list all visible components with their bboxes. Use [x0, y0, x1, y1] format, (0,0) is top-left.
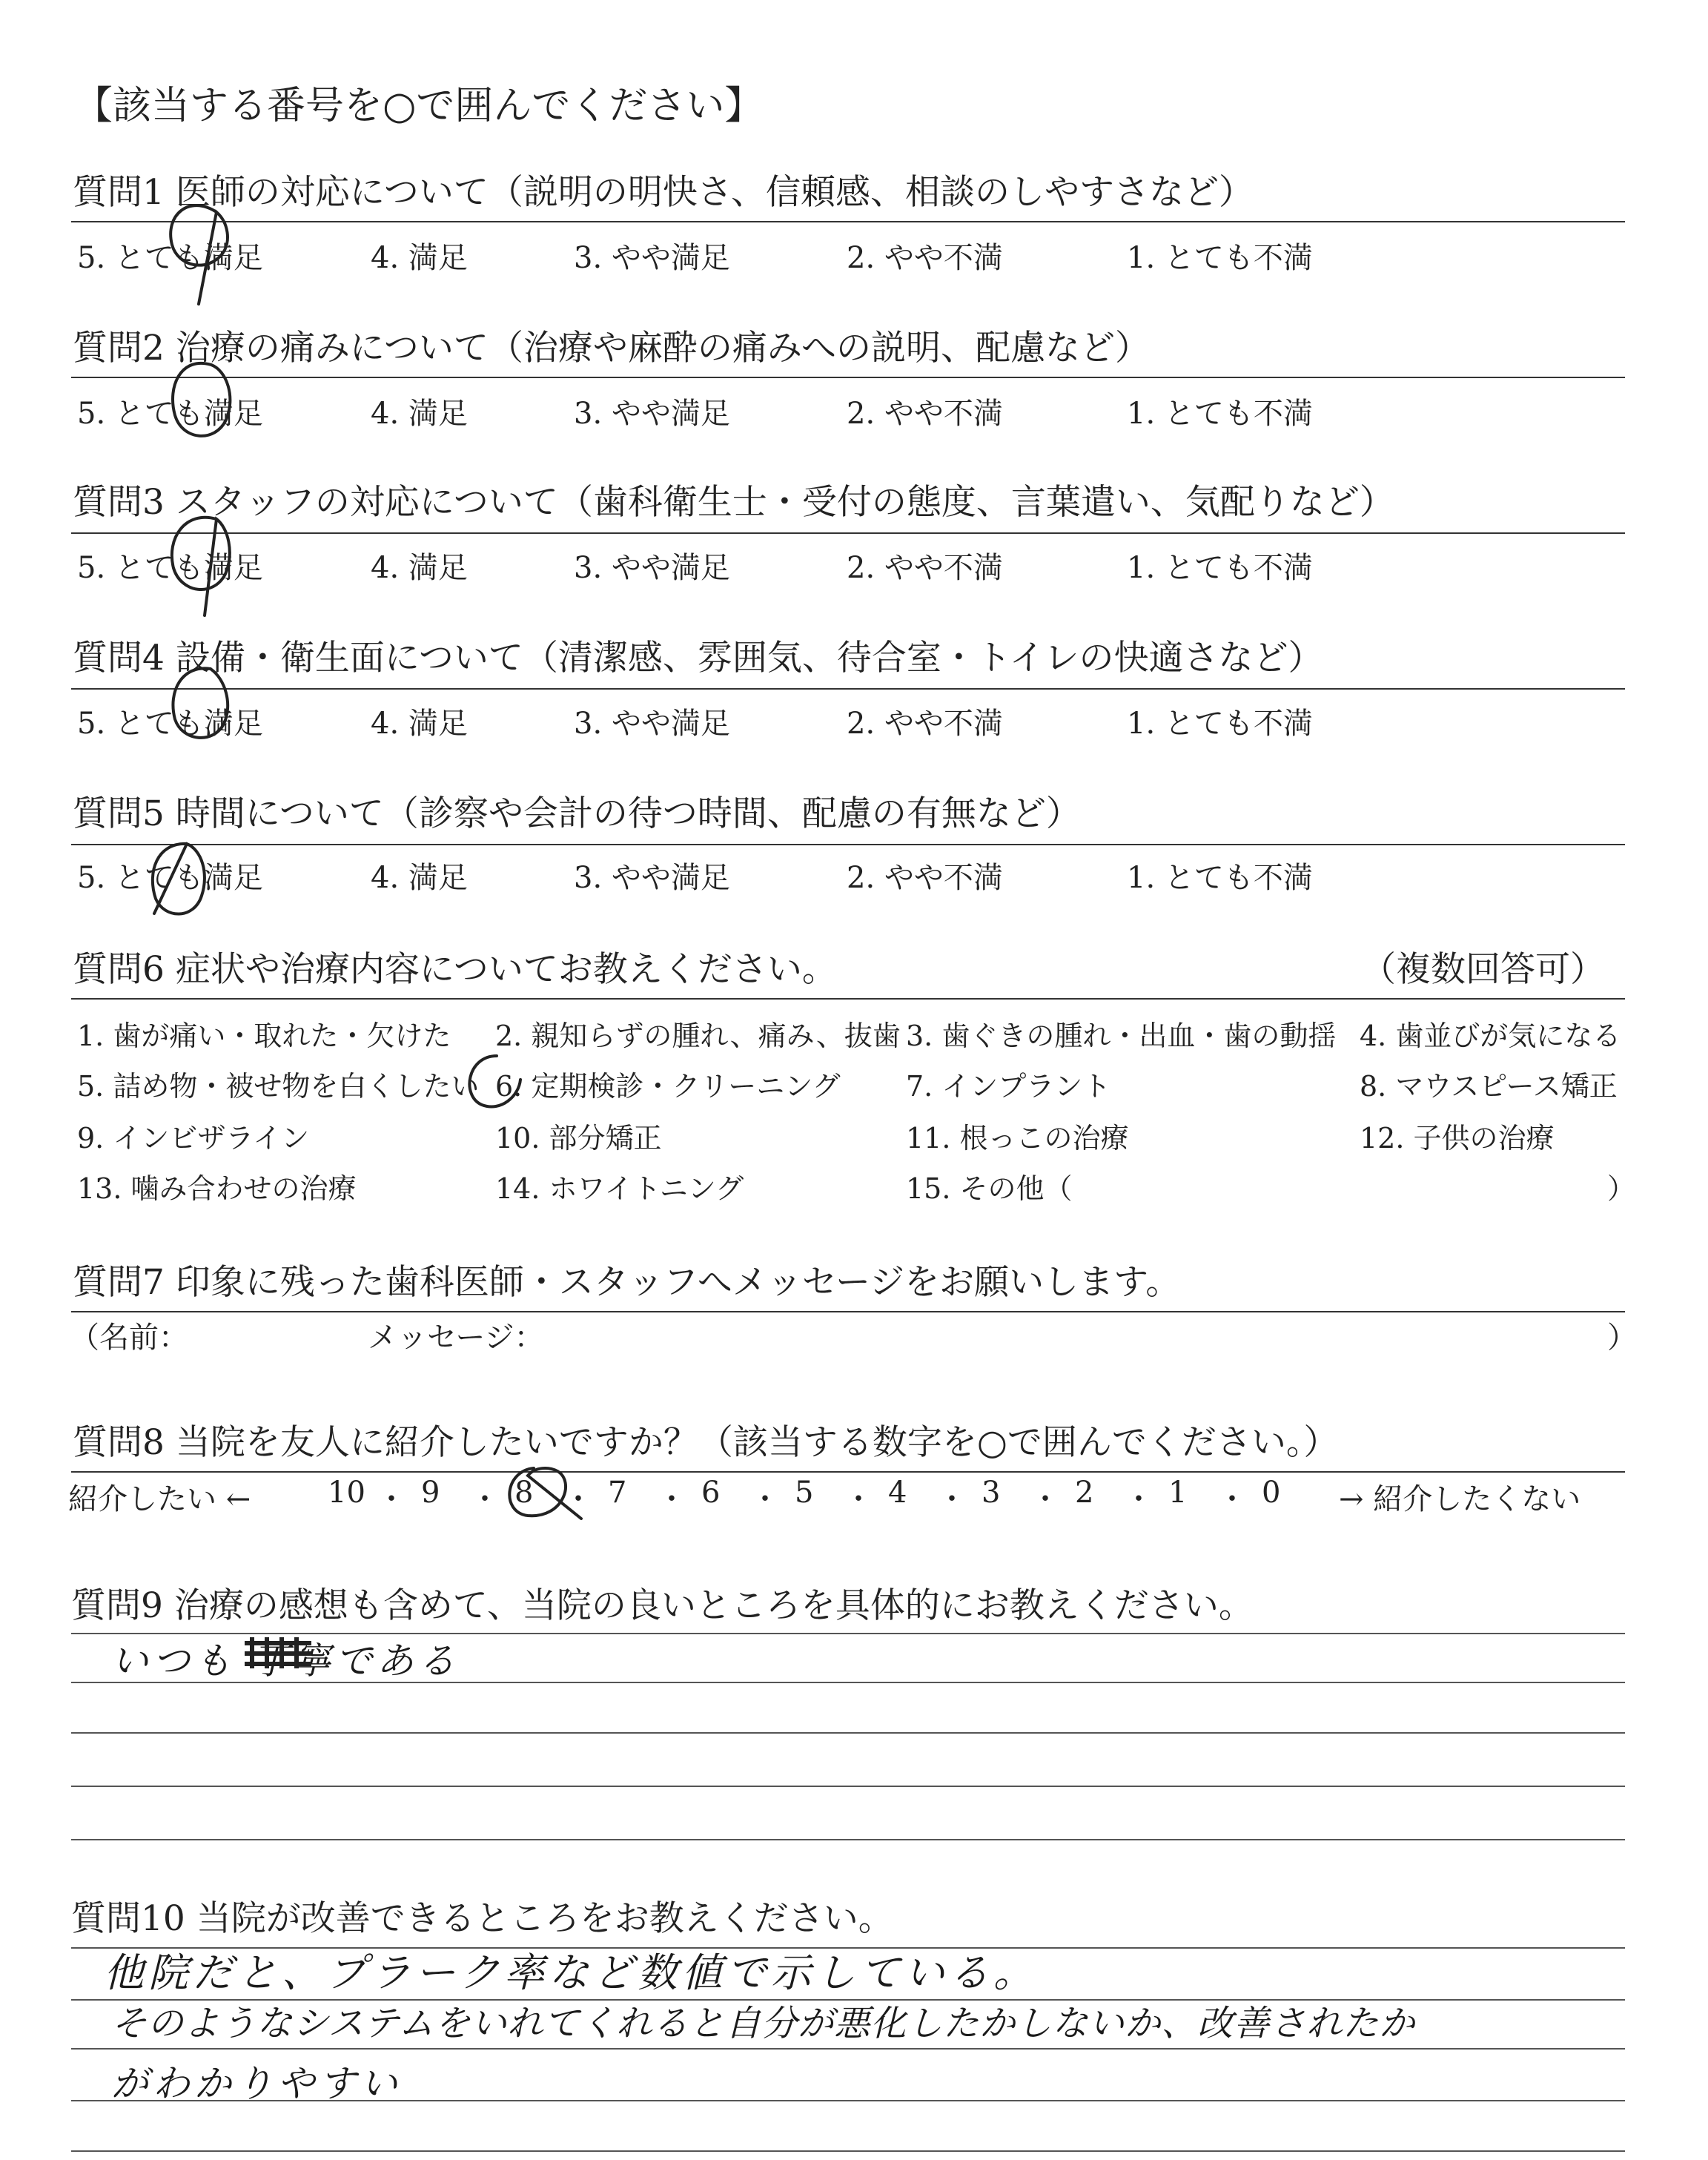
q6-option-2[interactable]: 2. 親知らずの腫れ、痛み、抜歯 [495, 1020, 901, 1052]
q8-scale-0[interactable]: 0 [1262, 1476, 1281, 1510]
q5-option-4[interactable]: 4. 満足 [371, 861, 468, 895]
q5-title: 質問5 時間について（診察や会計の待つ時間、配慮の有無など） [73, 793, 1081, 834]
q7-close-paren: ） [1607, 1321, 1637, 1355]
q3-title: 質問3 スタッフの対応について（歯科衛生士・受付の態度、言葉遣い、気配りなど） [73, 482, 1394, 523]
q6-option-6[interactable]: 6. 定期検診・クリーニング [495, 1070, 841, 1103]
q6-option-7[interactable]: 7. インプラント [906, 1070, 1111, 1103]
q1-option-1[interactable]: 1. とても不満 [1127, 241, 1313, 275]
q9-title: 質問9 治療の感想も含めて、当院の良いところを具体的にお教えください。 [71, 1585, 1254, 1626]
q8-scale-2[interactable]: 2 [1075, 1476, 1094, 1510]
q2-option-2[interactable]: 2. やや不満 [847, 397, 1003, 431]
q4-circle-mark [173, 668, 228, 738]
q6-title: 質問6 症状や治療内容についてお教えください。 [73, 949, 837, 990]
q3-option-3[interactable]: 3. やや満足 [574, 551, 730, 585]
q8-scale-5[interactable]: 5 [795, 1476, 814, 1510]
q6-option-10[interactable]: 10. 部分矯正 [495, 1122, 662, 1155]
q4-option-5[interactable]: 5. とても満足 [77, 707, 263, 741]
q6-option-13[interactable]: 13. 噛み合わせの治療 [77, 1172, 357, 1205]
q3-option-2[interactable]: 2. やや不満 [847, 551, 1003, 585]
q7-message-label: メッセージ： [368, 1321, 544, 1355]
q6-option-12[interactable]: 12. 子供の治療 [1360, 1122, 1555, 1155]
q1-option-3[interactable]: 3. やや満足 [574, 241, 730, 275]
q8-scale-10[interactable]: 10 [328, 1476, 365, 1510]
q8-scale-1[interactable]: 1 [1168, 1476, 1188, 1510]
q6-circle-mark [469, 1056, 520, 1106]
q8-scale-6[interactable]: 6 [701, 1476, 721, 1510]
q6-option-15-close: ） [1607, 1172, 1636, 1205]
q4-option-4[interactable]: 4. 満足 [371, 707, 468, 741]
q8-scale-separator: ・ [1217, 1482, 1247, 1516]
q5-circle-mark [153, 844, 205, 914]
q8-left-label: 紹介したい ← [68, 1482, 251, 1516]
q2-option-5[interactable]: 5. とても満足 [77, 397, 263, 431]
q4-option-2[interactable]: 2. やや不満 [847, 707, 1003, 741]
q2-circle-mark [173, 363, 230, 436]
q1-option-2[interactable]: 2. やや不満 [847, 241, 1003, 275]
q6-multiple-note: （複数回答可） [1361, 949, 1605, 990]
q8-scale-separator: ・ [377, 1482, 406, 1516]
q2-title: 質問2 治療の痛みについて（治療や麻酔の痛みへの説明、配慮など） [73, 328, 1150, 369]
q6-option-11[interactable]: 11. 根っこの治療 [906, 1122, 1129, 1155]
q8-right-label: → 紹介したくない [1339, 1482, 1581, 1516]
q8-title: 質問8 当院を友人に紹介したいですか？（該当する数字を○で囲んでください。） [73, 1422, 1339, 1463]
q8-scale-separator: ・ [470, 1482, 500, 1516]
q10-title: 質問10 当院が改善できるところをお教えください。 [71, 1898, 893, 1939]
q1-circle-mark [171, 205, 228, 304]
q8-scale-separator: ・ [1030, 1482, 1060, 1516]
q6-option-14[interactable]: 14. ホワイトニング [495, 1172, 744, 1205]
q2-option-1[interactable]: 1. とても不満 [1127, 397, 1313, 431]
q4-option-1[interactable]: 1. とても不満 [1127, 707, 1313, 741]
q6-option-4[interactable]: 4. 歯並びが気になる [1360, 1020, 1621, 1052]
q2-option-3[interactable]: 3. やや満足 [574, 397, 730, 431]
form-header: 【該当する番号を○で囲んでください】 [74, 84, 764, 128]
q3-option-5[interactable]: 5. とても満足 [77, 551, 263, 585]
q8-scale-7[interactable]: 7 [608, 1476, 627, 1510]
q8-scale-9[interactable]: 9 [421, 1476, 440, 1510]
q8-scale-separator: ・ [937, 1482, 967, 1516]
q1-option-5[interactable]: 5. とても満足 [77, 241, 263, 275]
q3-option-4[interactable]: 4. 満足 [371, 551, 468, 585]
q8-scale-separator: ・ [750, 1482, 780, 1516]
q10-answer-line-1: 他院だと、プラーク率など数値で示している。 [104, 1949, 1038, 1996]
q10-answer-line-3: がわかりやすい [111, 2062, 402, 2105]
q8-circle-mark [509, 1468, 581, 1519]
q4-option-3[interactable]: 3. やや満足 [574, 707, 730, 741]
q5-option-1[interactable]: 1. とても不満 [1127, 861, 1313, 895]
q5-option-2[interactable]: 2. やや不満 [847, 861, 1003, 895]
q8-scale-separator: ・ [1124, 1482, 1153, 1516]
q6-option-3[interactable]: 3. 歯ぐきの腫れ・出血・歯の動揺 [906, 1020, 1337, 1052]
q5-option-3[interactable]: 3. やや満足 [574, 861, 730, 895]
q6-option-1[interactable]: 1. 歯が痛い・取れた・欠けた [77, 1020, 451, 1052]
q1-title: 質問1 医師の対応について（説明の明快さ、信頼感、相談のしやすさなど） [73, 172, 1254, 213]
q6-option-5[interactable]: 5. 詰め物・被せ物を白くしたい [77, 1070, 480, 1103]
q7-title: 質問7 印象に残った歯科医師・スタッフへメッセージをお願いします。 [73, 1262, 1181, 1303]
q3-option-1[interactable]: 1. とても不満 [1127, 551, 1313, 585]
q5-option-5[interactable]: 5. とても満足 [77, 861, 263, 895]
q8-scale-separator: ・ [844, 1482, 873, 1516]
q6-option-15[interactable]: 15. その他（ [906, 1172, 1073, 1205]
q6-option-8[interactable]: 8. マウスピース矯正 [1360, 1070, 1618, 1103]
q9-scribble-mark [245, 1637, 311, 1668]
q4-title: 質問4 設備・衛生面について（清潔感、雰囲気、待合室・トイレの快適さなど） [73, 638, 1323, 678]
q7-name-label: （名前： [70, 1321, 188, 1355]
q8-scale-4[interactable]: 4 [888, 1476, 907, 1510]
q8-scale-8[interactable]: 8 [514, 1476, 534, 1510]
q8-scale-3[interactable]: 3 [982, 1476, 1001, 1510]
q8-scale-separator: ・ [563, 1482, 593, 1516]
q10-answer-line-2: そのようなシステムをいれてくれると自分が悪化したかしないか、改善されたか [111, 2003, 1416, 2044]
q9-answer-line-1: いつも 丁寧である [111, 1639, 460, 1682]
q1-option-4[interactable]: 4. 満足 [371, 241, 468, 275]
q2-option-4[interactable]: 4. 満足 [371, 397, 468, 431]
q3-circle-mark [172, 518, 230, 615]
q6-option-9[interactable]: 9. インビザライン [77, 1122, 310, 1155]
q8-scale-separator: ・ [657, 1482, 686, 1516]
